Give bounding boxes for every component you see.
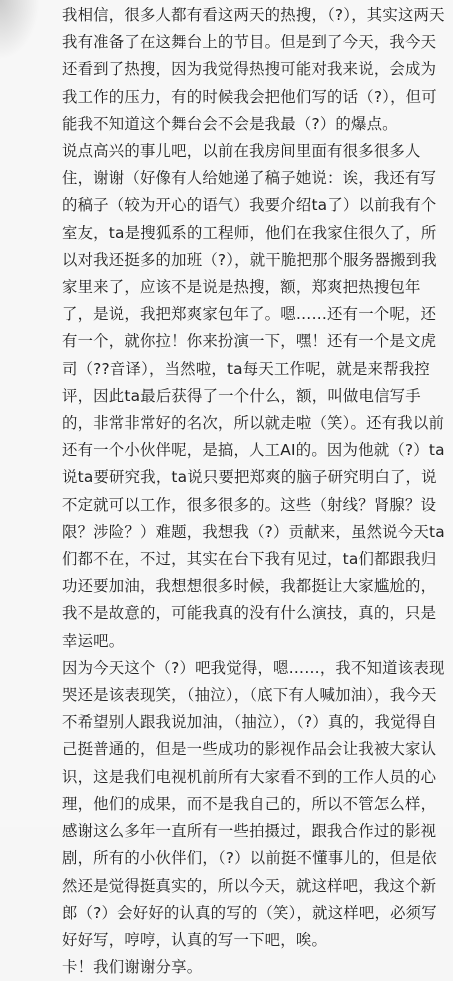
page-corner-shadow bbox=[0, 0, 40, 60]
paragraph-3: 因为今天这个（?）吧我觉得，嗯……，我不知道该表现哭还是该表现笑，（抽泣），（底下有人喊加油），我今天不希望别人跟我说加油，（抽泣），（?）真的，我觉得自己挺普通的，但是一些成功的影视作品会让我被大家认识，这是我们电视机前所有大家看不到的工作人员的心理，他们的成果，而不是我自己的，所以不管怎么样，感谢这么多年一直所有一些拍摄过，跟我合作过的影视剧，所有的小伙伴们，（?）以前挺不懂事儿的，但是依然还是觉得挺真实的，所以今天，就这样吧，我这个新郎（?）会好好的认真的写的（笑），就这样吧，必须写好好写，哼哼，认真的写一下吧，唉。 bbox=[62, 658, 445, 949]
paragraph-1: 我相信，很多人都有看这两天的热搜，（?），其实这两天我有准备了在这舞台上的节目。但是到了今天，我今天还看到了热搜，因为我觉得热搜可能对我来说，会成为我工作的压力，有的时候我会把他们写的话（?），但可能我不知道这个舞台会不会是我最（?）的爆点。 bbox=[62, 6, 445, 133]
paragraph-4: 卡！我们谢谢分享。 bbox=[62, 958, 203, 977]
paragraph-2: 说点高兴的事儿吧，以前在我房间里面有很多很多人住，谢谢（好像有人给她递了稿子她说：诶，我还有写的稿子（较为开心的语气）我要介绍ta了）以前我有个室友，ta是搜狐系的工程师，他们在我家住很久了，所以对我还挺多的加班（?），就干脆把那个服务器搬到我家里来了，应该不是说是热搜，额，郑爽把热搜包年了，是说，我把郑爽家包年了。嗯……还有一个呢，还有一个，就你拉！你来扮演一下，嘿！还有一个是文虎司（??音译），当然啦，ta每天工作呢，就是来帮我控评，因此ta最后获得了一个什么，额，叫做电信写手的，非常非常好的名次，所以就走啦（笑）。还有我以前还有一个小伙伴呢，是搞，人工AI的。因为他就（?）ta说ta要研究我，ta说只要把郑爽的脑子研究明白了，说不定就可以工作，很多很多的。这些（射线？肾腺？设限？涉险？）难题，我想我（?）贡献来，虽然说今天ta们都不在，不过，其实在台下我有见过，ta们都跟我归功还要加油，我想想很多时候，我都挺让大家尴尬的，我不是故意的，可能我真的没有什么演技，真的，只是幸运吧。 bbox=[62, 142, 445, 650]
transcript-body bbox=[62, 0, 450, 981]
